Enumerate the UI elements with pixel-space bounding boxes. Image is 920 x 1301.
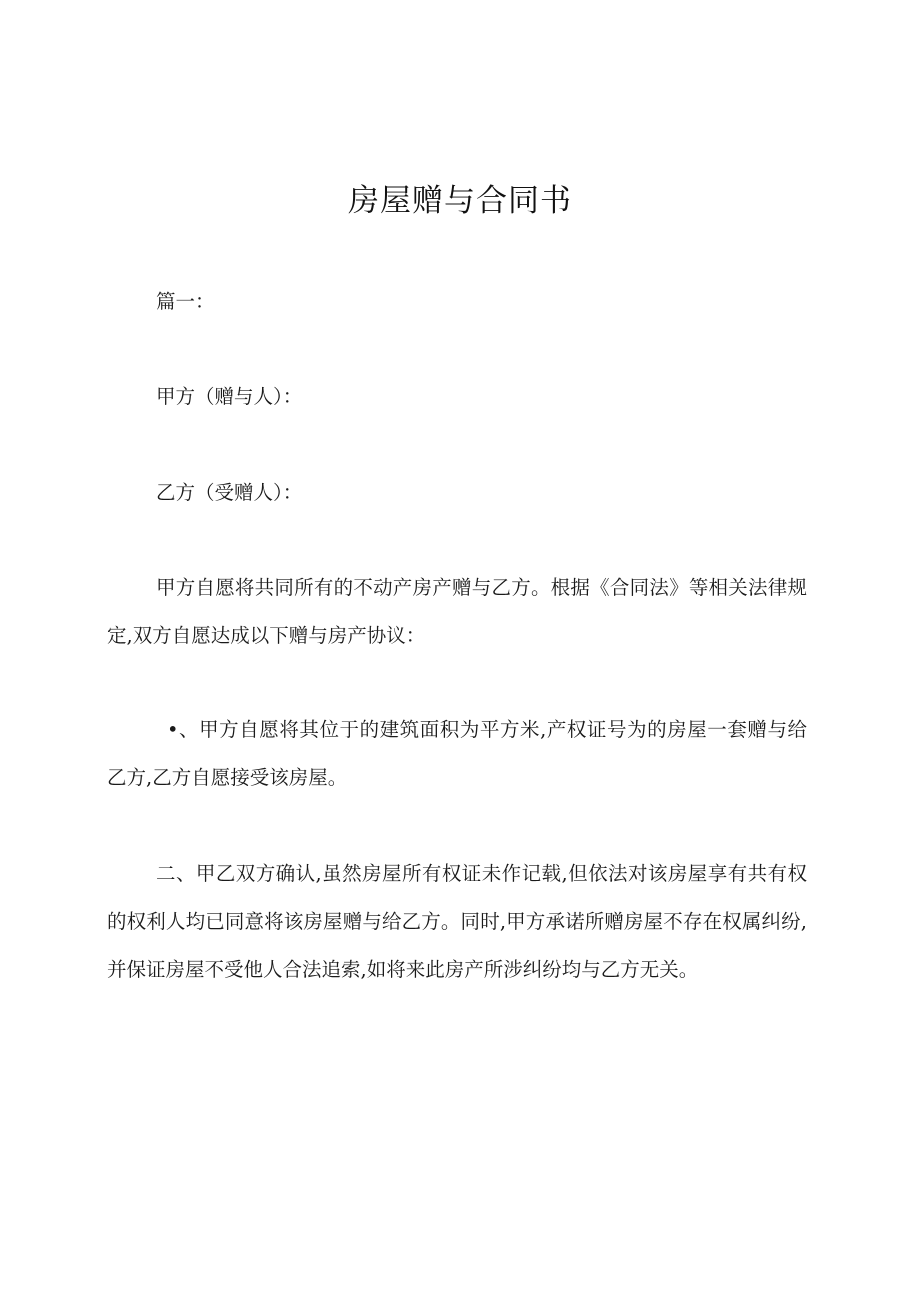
party-b-line: 乙方（受赠人）： (156, 481, 303, 504)
section-label: 篇一： (156, 290, 215, 313)
intro-paragraph: 甲方自愿将共同所有的不动产房产赠与乙方。根据《合同法》等相关法律规定,双方自愿达成以下赠与房产协议： (107, 576, 807, 647)
document-title: 房屋赠与合同书 (348, 183, 572, 219)
clause-2-paragraph: 二、甲乙双方确认,虽然房屋所有权证未作记载,但依法对该房屋享有共有权的权利人均已同意将该房屋赠与给乙方。同时,甲方承诺所赠房屋不存在权属纠纷,并保证房屋不受他人合法追索,如将来此房产所涉纠纷均与乙方无关。 (107, 862, 807, 981)
clause-1-paragraph: •、甲方自愿将其位于的建筑面积为平方米,产权证号为的房屋一套赠与给乙方,乙方自愿接受该房屋。 (107, 718, 807, 789)
party-a-line: 甲方（赠与人）： (156, 385, 303, 408)
